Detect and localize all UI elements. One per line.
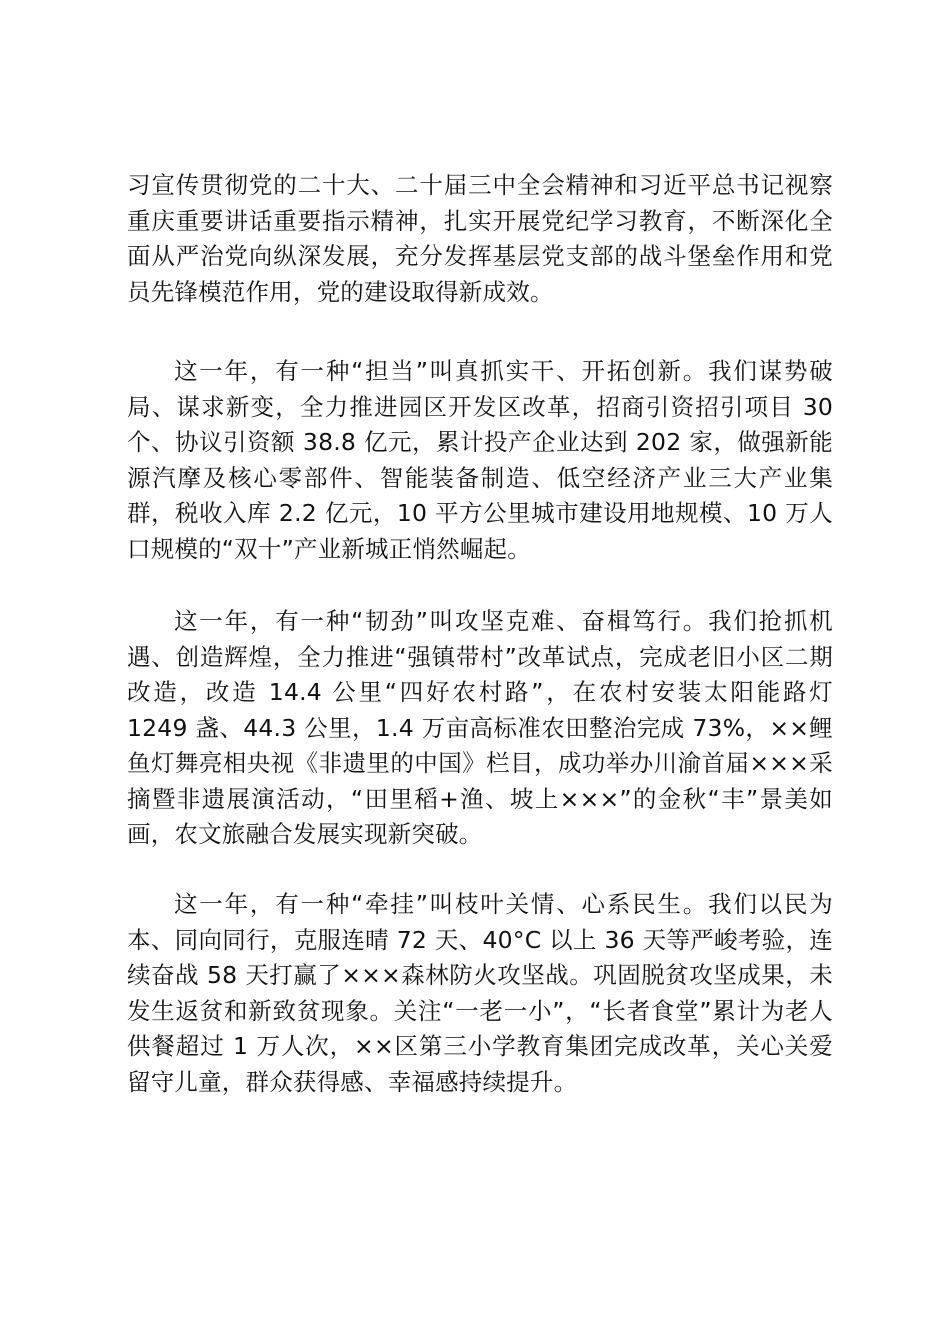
paragraph-livelihood: 这一年，有一种“牵挂”叫枝叶关情、心系民生。我们以民为本、同向同行，克服连晴 72 天、40°C 以上 36 天等严峻考验，连续奋战 58 天打赢了×××森林防火攻坚战。巩固脱贫攻坚成果，未发生返贫和新致贫现象。关注“一老一小”，“长者食堂”累计为老人供餐超过 1 万人次，××区第三小学教育集团完成改革，关心关爱留守儿童，群众获得感、幸福感持续提升。	[127, 890, 833, 1096]
paragraph-party-building: 习宣传贯彻党的二十大、二十届三中全会精神和习近平总书记视察重庆重要讲话重要指示精神，扎实开展党纪学习教育，不断深化全面从严治党向纵深发展，充分发挥基层党支部的战斗堡垒作用和党员先锋模范作用，党的建设取得新成效。	[127, 171, 833, 306]
paragraph-tenacity: 这一年，有一种“韧劲”叫攻坚克难、奋楫笃行。我们抢抓机遇、创造辉煌，全力推进“强镇带村”改革试点，完成老旧小区二期改造，改造 14.4 公里“四好农村路”，在农村安装太阳能路灯 1249 盏、44.3 公里，1.4 万亩高标准农田整治完成 73%，××鲤鱼灯舞亮相央视《非遗里的中国》栏目，成功举办川渝首届×××采摘暨非遗展演活动，“田里稻+渔、坡上×××”的金秋“丰”景美如画，农文旅融合发展实现新突破。	[127, 607, 833, 848]
paragraph-responsibility: 这一年，有一种“担当”叫真抓实干、开拓创新。我们谋势破局、谋求新变，全力推进园区开发区改革，招商引资招引项目 30 个、协议引资额 38.8 亿元，累计投产企业达到 202 家，做强新能源汽摩及核心零部件、智能装备制造、低空经济产业三大产业集群，税收入库 2.2 亿元，10 平方公里城市建设用地规模、10 万人口规模的“双十”产业新城正悄然崛起。	[127, 357, 833, 563]
